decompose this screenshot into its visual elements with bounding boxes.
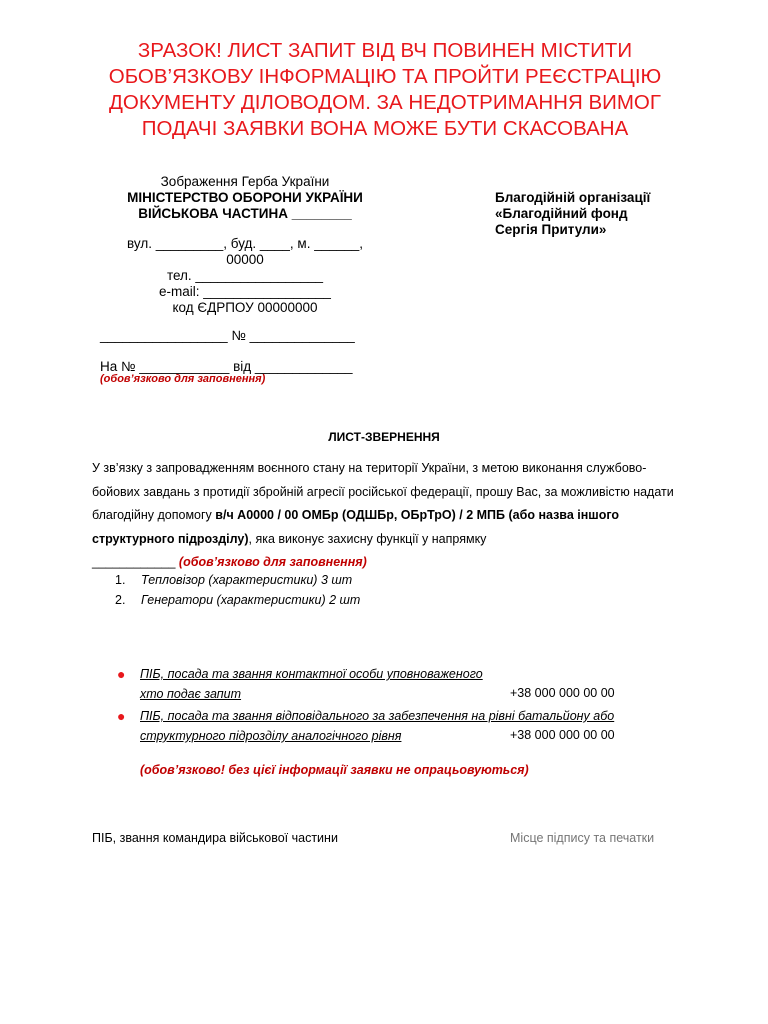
incoming-number: На № ____________ від _____________ — [100, 359, 353, 374]
responsible-phone: +38 000 000 00 00 — [510, 728, 615, 742]
body-text-part: , яка виконує захисну функції у напрямку — [248, 531, 487, 546]
list-item — [115, 590, 360, 610]
ministry-name: МІНІСТЕРСТВО ОБОРОНИ УКРАЇНИ — [127, 190, 363, 205]
responsible-person-title: ПІБ, посада та звання відповідального за забезпечення на рівні батальйону або — [140, 709, 615, 723]
body-text-part: У зв’язку з запровадженням воєнного стану на території України, з метою виконання службово-бойових завдань з протидії збройній агресії російської федерації, прошу Вас, за можливістю надати благодійну допомогу — [92, 461, 674, 522]
unit-designation: в/ч А0000 / 00 ОМБр (ОДШБр, ОБрТрО) / 2 МПБ (або назва іншого структурного підрозділу) — [92, 508, 620, 546]
warning-line: ПОДАЧІ ЗАЯВКИ ВОНА МОЖЕ БУТИ СКАСОВАНА — [141, 117, 629, 140]
unit-name: ВІЙСЬКОВА ЧАСТИНА ________ — [138, 206, 352, 221]
warning-line: ОБОВ’ЯЗКОВУ ІНФОРМАЦІЮ ТА ПРОЙТИ РЕЄСТРАЦІЮ — [108, 65, 662, 88]
contact-row — [117, 666, 125, 683]
sender-address: вул. _________, буд. ____, м. ______, — [126, 236, 363, 251]
body-required-note: (обов’язково для заповнення) — [178, 555, 367, 569]
sender-block — [95, 174, 395, 316]
contact-person-title: ПІБ, посада та звання контактної особи уповноваженого — [140, 667, 483, 681]
bullet-icon: ● — [117, 666, 126, 682]
direction-blank: ____________ — [92, 555, 176, 569]
item-text: Генератори (характеристики) 2 шт — [141, 593, 361, 607]
item-text: Тепловізор (характеристики) 3 шт — [141, 573, 353, 587]
contact-row — [117, 708, 125, 725]
item-number: 1. — [115, 573, 126, 587]
recipient-line: Благодійній організації — [495, 190, 651, 205]
recipient-line: «Благодійний фонд — [495, 206, 628, 221]
registration-required-note: (обов’язково для заповнення) — [100, 373, 266, 385]
mandatory-info-note: (обов’язково! без цієї інформації заявки не опрацьовуються) — [140, 763, 529, 777]
recipient-block — [495, 190, 735, 238]
sender-edrpou: код ЄДРПОУ 00000000 — [172, 300, 318, 315]
stamp-placeholder: Місце підпису та печатки — [510, 831, 655, 845]
contact-phone: +38 000 000 00 00 — [510, 686, 615, 700]
commander-signature-label: ПІБ, звання командира військової частини — [92, 831, 338, 845]
warning-line: ЗРАЗОК! ЛИСТ ЗАПИТ ВІД ВЧ ПОВИНЕН МІСТИТИ — [137, 39, 633, 62]
item-number: 2. — [115, 593, 126, 607]
warning-line: ДОКУМЕНТУ ДІЛОВОДОМ. ЗА НЕДОТРИМАННЯ ВИМОГ — [109, 91, 661, 114]
sender-phone: тел. _________________ — [166, 268, 324, 283]
emblem-placeholder: Зображення Герба України — [160, 174, 330, 189]
bullet-icon: ● — [117, 708, 126, 724]
responsible-person-title-cont: структурного підрозділу аналогічного рівня — [140, 729, 402, 743]
letter-body — [92, 457, 682, 575]
sender-postcode: 00000 — [226, 252, 264, 267]
list-item — [115, 570, 360, 590]
requested-items-list — [115, 570, 360, 610]
warning-banner — [90, 38, 680, 142]
contact-person-title-cont: хто подає запит — [140, 687, 242, 701]
outgoing-number: _________________ № ______________ — [100, 328, 355, 343]
sender-email: e-mail: _________________ — [159, 284, 331, 299]
recipient-line: Сергія Притули» — [495, 222, 607, 237]
document-title: ЛИСТ-ЗВЕРНЕННЯ — [328, 430, 440, 444]
